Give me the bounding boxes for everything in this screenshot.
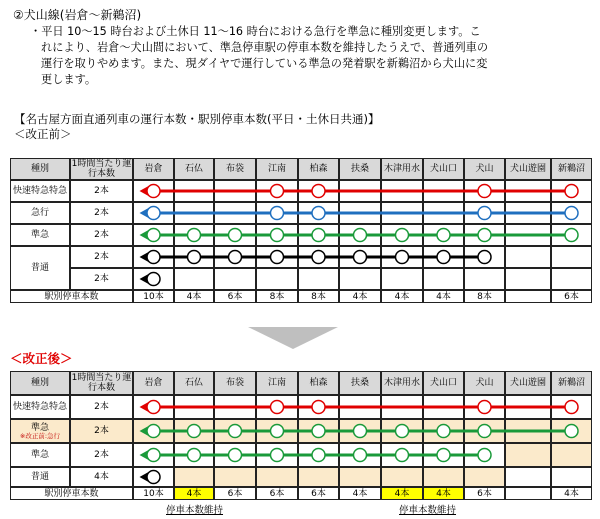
header-station: 犬山口 xyxy=(423,371,464,395)
header-station: 犬山遊園 xyxy=(505,158,551,180)
stop-count-value: 4本 xyxy=(381,487,423,500)
stop-count-label: 駅別停車本数 xyxy=(10,487,133,500)
row-type-text: 快速特急特急 xyxy=(12,402,67,412)
header-station: 犬山遊園 xyxy=(505,371,551,395)
row-frequency: 2本 xyxy=(70,419,133,443)
maintained-label: 停車本数維持 xyxy=(166,505,224,516)
stop-count-value: 10本 xyxy=(133,487,174,500)
stop-count-value: 4本 xyxy=(423,487,464,500)
section-heading: ②犬山線(岩倉～新鵜沼) xyxy=(13,8,142,22)
row-type-text: 普通 xyxy=(30,472,49,482)
paragraph-line: 運行を取りやめます。また、現ダイヤで運行している準急の発着駅を新鵜沼から犬山に変 xyxy=(41,57,488,70)
stop-count-value: 8本 xyxy=(298,290,339,303)
header-station: 新鵜沼 xyxy=(551,158,592,180)
header-station: 岩倉 xyxy=(133,158,174,180)
stop-count-value: 6本 xyxy=(256,487,298,500)
row-frequency: 2本 xyxy=(70,224,133,246)
row-frequency: 2本 xyxy=(70,180,133,202)
stop-count-value: 6本 xyxy=(464,487,505,500)
row-frequency: 2本 xyxy=(70,246,133,268)
header-frequency: 1時間当たり運行本数 xyxy=(71,373,132,393)
header-station: 扶桑 xyxy=(339,158,381,180)
row-type-text: 急行 xyxy=(30,208,49,218)
stop-count-value: 8本 xyxy=(464,290,505,303)
stop-count-value: 6本 xyxy=(551,290,592,303)
row-frequency: 2本 xyxy=(70,443,133,467)
after-label: ＜改正後＞ xyxy=(10,351,73,366)
stop-count-value: 4本 xyxy=(339,290,381,303)
row-type-text: 快速特急特急 xyxy=(12,186,67,196)
paragraph-line: ・平日 10～15 時台および土休日 11～16 時台における急行を準急に種別変更します。こ xyxy=(30,25,481,38)
table-title: 【名古屋方面直通列車の運行本数・駅別停車本数(平日・土休日共通)】 xyxy=(14,112,380,126)
stop-count-value: 8本 xyxy=(256,290,298,303)
stop-count-value: 4本 xyxy=(339,487,381,500)
stop-count-value: 4本 xyxy=(423,290,464,303)
header-station: 犬山口 xyxy=(423,158,464,180)
stop-count-value: 4本 xyxy=(174,290,214,303)
header-station: 石仏 xyxy=(174,371,214,395)
row-frequency: 4本 xyxy=(70,467,133,487)
header-station: 石仏 xyxy=(174,158,214,180)
header-station: 江南 xyxy=(256,158,298,180)
header-station: 木津用水 xyxy=(381,371,423,395)
header-station: 岩倉 xyxy=(133,371,174,395)
row-subtype-text: ※改正前:急行 xyxy=(19,431,61,440)
header-station: 柏森 xyxy=(298,371,339,395)
stop-count-value: 6本 xyxy=(214,487,256,500)
header-station: 犬山 xyxy=(464,158,505,180)
header-station: 木津用水 xyxy=(381,158,423,180)
stop-count-value: 4本 xyxy=(551,487,592,500)
stop-count-value: 6本 xyxy=(214,290,256,303)
before-label: ＜改正前＞ xyxy=(14,127,72,141)
header-station: 柏森 xyxy=(298,158,339,180)
stop-count-value: 10本 xyxy=(133,290,174,303)
header-station: 犬山 xyxy=(464,371,505,395)
row-type-text: 準急 xyxy=(30,230,49,240)
header-frequency: 1時間当たり運行本数 xyxy=(71,159,132,179)
header-station: 布袋 xyxy=(214,371,256,395)
header-station: 布袋 xyxy=(214,158,256,180)
row-type-text: 準急 xyxy=(30,450,49,460)
stop-count-label: 駅別停車本数 xyxy=(10,290,133,303)
header-station: 扶桑 xyxy=(339,371,381,395)
header-type: 種別 xyxy=(10,158,70,180)
row-type-text: 普通 xyxy=(30,263,49,273)
stop-count-value: 4本 xyxy=(381,290,423,303)
header-station: 江南 xyxy=(256,371,298,395)
row-type-text: 準急 xyxy=(30,422,49,433)
header-station: 新鵜沼 xyxy=(551,371,592,395)
row-frequency: 2本 xyxy=(70,395,133,419)
row-frequency: 2本 xyxy=(70,202,133,224)
stop-count-value: 4本 xyxy=(174,487,214,500)
maintained-label: 停車本数維持 xyxy=(399,505,457,516)
row-frequency: 2本 xyxy=(70,268,133,290)
stop-count-value: 6本 xyxy=(298,487,339,500)
header-type: 種別 xyxy=(10,371,70,395)
paragraph-line: れにより、岩倉～犬山間において、準急停車駅の停車本数を維持したうえで、普通列車の xyxy=(41,41,489,54)
paragraph-line: 更します。 xyxy=(41,73,97,86)
